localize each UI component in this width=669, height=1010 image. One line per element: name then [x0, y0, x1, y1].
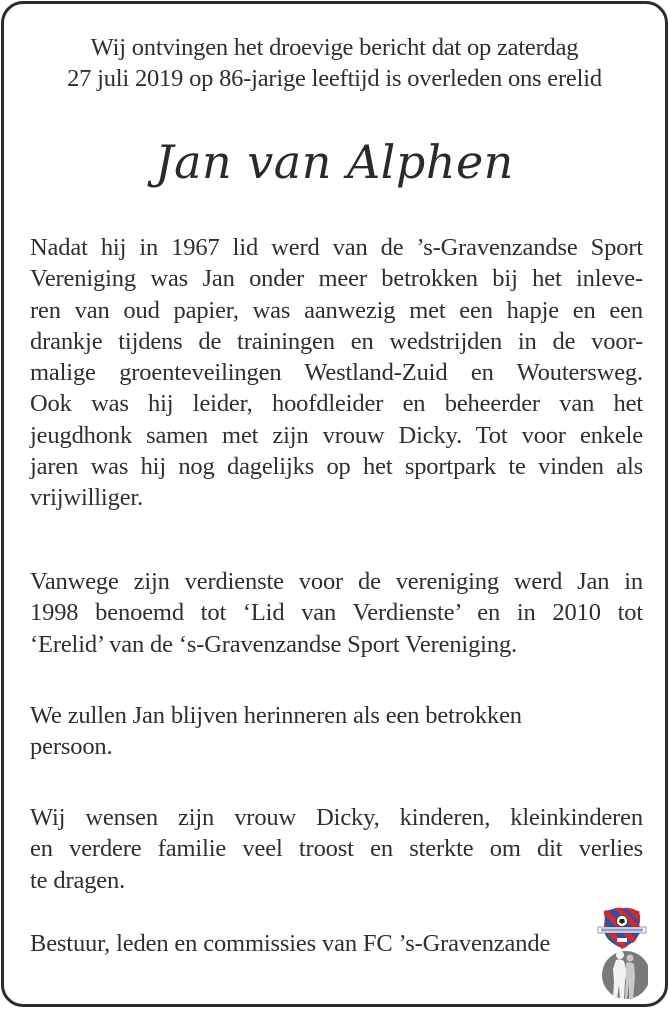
deceased-name: Jan van Alphen: [155, 135, 514, 189]
text-line: Ook was hij leider, hoofdleider en beheerder van het: [30, 390, 643, 418]
text-line: 1998 benoemd tot ‘Lid van Verdienste’ en in 2010 tot: [30, 599, 643, 627]
text-line: en verdere familie veel troost en sterkte om dit verlies: [30, 835, 643, 863]
text-line: Vanwege zijn verdienste voor de vereniging werd Jan in: [30, 568, 643, 595]
paragraph-involvement: [30, 232, 643, 514]
text-line: jeugdhonk samen met zijn vrouw Dicky. Tot voor enkele: [30, 421, 643, 449]
text-line: ‘Erelid’ van de ‘s-Gravenzandse Sport Vereniging.: [30, 630, 518, 658]
text-line: We zullen Jan blijven herinneren als een betrokken: [30, 702, 522, 729]
paragraph-remembrance: [30, 700, 643, 763]
text-line: drankje tijdens de trainingen en wedstrijden in de voor-: [30, 327, 643, 355]
paragraph-condolences: [30, 802, 643, 896]
text-line: vrijwilliger.: [30, 484, 144, 512]
text-line: ren van oud papier, was aanwezig met een hapje en een: [30, 296, 643, 324]
club-crest-with-mourning-figures-icon: [596, 905, 648, 1005]
signature-line: Bestuur, leden en commissies van FC ’s-Gravenzande: [30, 930, 551, 957]
text-line: te dragen.: [30, 866, 126, 894]
text-line: Wij wensen zijn vrouw Dicky, kinderen, kleinkinderen: [30, 804, 643, 831]
text-line: Nadat hij in 1967 lid werd van de ’s-Gravenzandse Sport: [30, 234, 643, 261]
signature: [30, 928, 643, 959]
text-line: malige groenteveilingen Westland-Zuid en Woutersweg.: [30, 359, 643, 387]
paragraph-honours: [30, 566, 643, 660]
intro-line: Wij ontvingen het droevige bericht dat op zaterdag: [90, 34, 579, 61]
text-line: jaren was hij nog dagelijks op het sportpark te vinden als: [30, 453, 643, 481]
intro-text: [0, 32, 669, 94]
intro-line: 27 juli 2019 op 86-jarige leeftijd is overleden ons erelid: [67, 65, 602, 92]
text-line: persoon.: [30, 733, 113, 761]
text-line: Vereniging was Jan onder meer betrokken bij het inleve-: [30, 265, 643, 293]
